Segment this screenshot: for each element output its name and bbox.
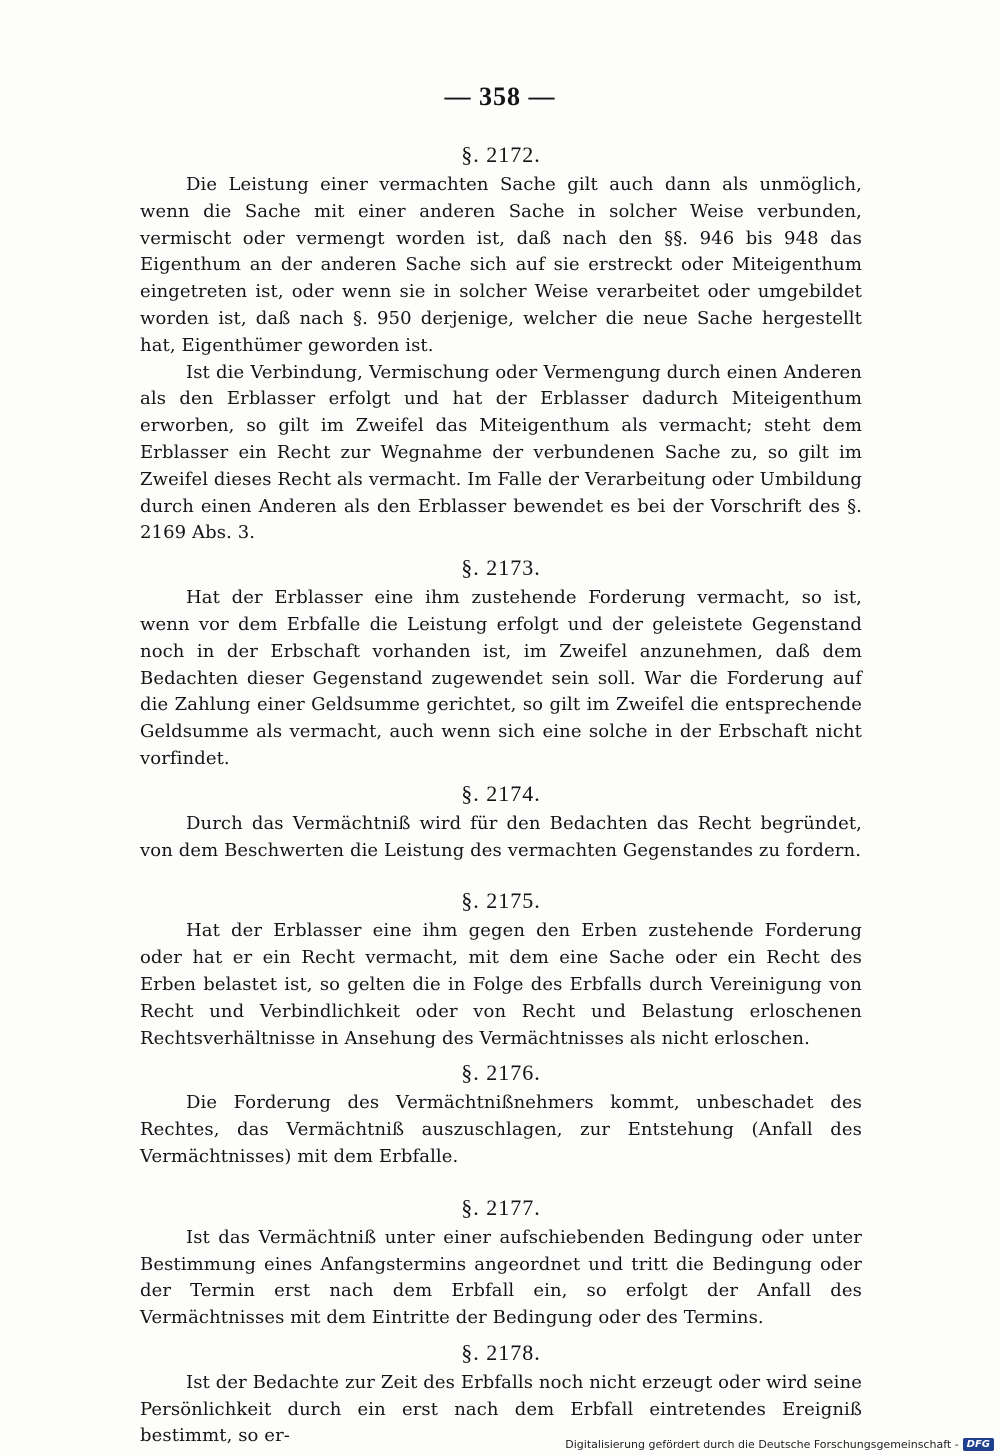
text-body — [140, 140, 862, 1456]
section-2173 — [140, 553, 862, 773]
section-2178 — [140, 1338, 862, 1450]
paragraph: Durch das Vermächtniß wird für den Bedachten das Recht begründet, von dem Beschwerten die Leistung des vermachten Gegenstandes zu fordern. — [140, 812, 862, 861]
paragraph: Hat der Erblasser eine ihm gegen den Erben zustehende Forderung oder hat er ein Recht vermacht, mit dem eine Sache oder ein Recht des Erben belastet ist, so gelten die in Folge des Erbfalls durch Vereinigung von Recht und Verbindlichkeit oder von Recht und Belastung erloschenen Rechtsverhältnisse in Ansehung des Vermächtnisses als nicht erloschen. — [140, 920, 862, 1049]
paragraph: Ist der Bedachte zur Zeit des Erbfalls noch nicht erzeugt oder wird seine Persönlichkeit durch ein erst nach dem Erbfall eintretendes Ereigniß bestimmt, so er- — [140, 1371, 862, 1447]
section-heading: §. 2178. — [461, 1339, 541, 1365]
section-heading: §. 2174. — [461, 780, 541, 806]
section-2176 — [140, 1058, 862, 1170]
section-heading: §. 2177. — [461, 1194, 541, 1220]
credit-text: Digitalisierung gefördert durch die Deutsche Forschungsgemeinschaft - — [565, 1438, 959, 1451]
paragraph: Ist die Verbindung, Vermischung oder Vermengung durch einen Anderen als den Erblasser erfolgt und hat der Erblasser dadurch Miteigenthum erworben, so gilt im Zweifel das Miteigenthum als vermacht; steht dem Erblasser ein Recht zur Wegnahme der verbundenen Sache zu, so gilt im Zweifel dieses Recht als vermacht. Im Falle der Verarbeitung oder Umbildung durch einen Anderen als den Erblasser bewendet es bei der Vorschrift des §. 2169 Abs. 3. — [140, 361, 862, 544]
section-heading: §. 2176. — [461, 1060, 541, 1086]
section-2175 — [140, 886, 862, 1052]
section-2177 — [140, 1193, 862, 1332]
section-2172 — [140, 140, 862, 547]
section-heading: §. 2175. — [461, 888, 541, 914]
section-heading: §. 2172. — [461, 142, 541, 167]
digitization-credit — [565, 1438, 994, 1451]
section-2174 — [140, 779, 862, 865]
paragraph: Ist das Vermächtniß unter einer aufschiebenden Bedingung oder unter Bestimmung eines Anfangstermins angeordnet und tritt die Bedingung oder der Termin erst nach dem Erbfall ein, so erfolgt der Anfall des Vermächtnisses mit dem Eintritte der Bedingung oder des Termins. — [140, 1226, 862, 1329]
section-heading: §. 2173. — [461, 555, 541, 581]
page-number: — 358 — — [444, 82, 556, 111]
paragraph: Die Forderung des Vermächtnißnehmers kommt, unbeschadet des Rechtes, das Vermächtniß auszuschlagen, zur Entstehung (Anfall des Vermächtnisses) mit dem Erbfalle. — [140, 1092, 862, 1167]
paragraph: Die Leistung einer vermachten Sache gilt auch dann als unmöglich, wenn die Sache mit einer anderen Sache in solcher Weise verbunden, vermischt oder vermengt worden ist, daß nach den §§. 946 bis 948 das Eigenthum an der anderen Sache sich auf sie erstreckt oder Miteigenthum eingetreten ist, oder wenn sie in solcher Weise verarbeitet oder umgebildet worden ist, daß nach §. 950 derjenige, welcher die neue Sache hergestellt hat, Eigenthümer geworden ist. — [140, 174, 862, 356]
paragraph: Hat der Erblasser eine ihm zustehende Forderung vermacht, so ist, wenn vor dem Erbfalle die Leistung erfolgt und der geleistete Gegenstand noch in der Erbschaft vorhanden ist, im Zweifel anzunehmen, daß dem Bedachten dieser Gegenstand zugewendet sein soll. War die Forderung auf die Zahlung einer Geldsumme gerichtet, so gilt im Zweifel die entsprechende Geldsumme als vermacht, auch wenn sich eine solche in der Erbschaft nicht vorfindet. — [140, 587, 862, 769]
dfg-logo-icon: DFG — [963, 1438, 994, 1451]
